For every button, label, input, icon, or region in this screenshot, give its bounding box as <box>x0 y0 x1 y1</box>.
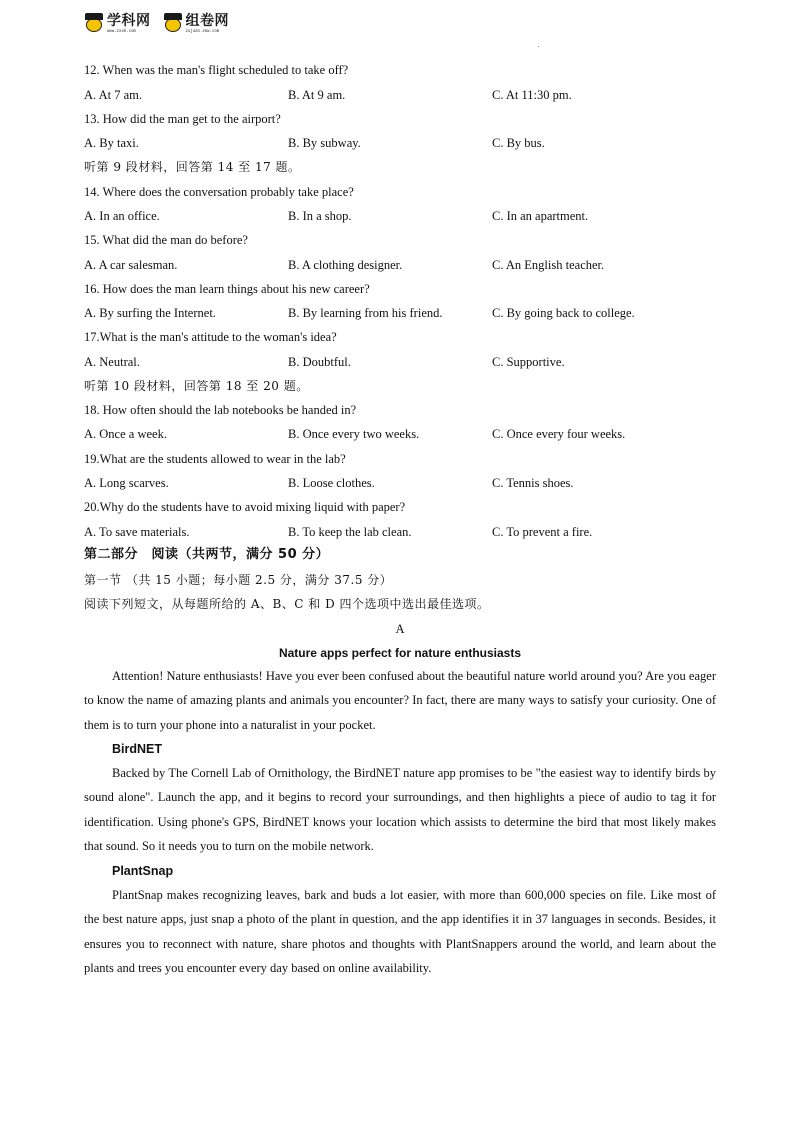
question-18: 18. How often should the lab notebooks be handed in? <box>84 403 357 417</box>
option-b: B. By subway. <box>288 136 361 150</box>
options-18 <box>84 426 724 442</box>
option-a: A. Long scarves. <box>84 476 169 490</box>
divider-dot <box>538 46 539 47</box>
page-header <box>84 10 241 36</box>
options-14 <box>84 208 724 224</box>
option-a: A. In an office. <box>84 209 160 223</box>
option-b: B. To keep the lab clean. <box>288 525 412 539</box>
option-a: A. At 7 am. <box>84 88 142 102</box>
option-c: C. Tennis shoes. <box>492 476 574 490</box>
option-c: C. By going back to college. <box>492 306 635 320</box>
option-c: C. To prevent a fire. <box>492 525 593 539</box>
option-c: C. Once every four weeks. <box>492 427 626 441</box>
options-20 <box>84 524 724 540</box>
option-c: C. In an apartment. <box>492 209 589 223</box>
plantsnap-heading: PlantSnap <box>112 864 174 878</box>
plantsnap-paragraph: PlantSnap makes recognizing leaves, bark and buds a lot easier, with more than 600,000 species on file. Like most of the best nature apps, just snap a photo of the plant in question, and the app identifies it in 37 languages in seconds. Besides, it ensures you to reconnect with nature, share photos and thoughts with PlantSnappers around the world, and learn about the plants and trees you encounter every day based on online availability. <box>84 888 716 975</box>
question-13: 13. How did the man get to the airport? <box>84 112 281 126</box>
options-13 <box>84 135 724 151</box>
section-title: 第一节 （共 15 小题；每小题 2.5 分，满分 37.5 分） <box>84 573 393 587</box>
mascot-icon <box>84 13 104 33</box>
question-20: 20.Why do the students have to avoid mixing liquid with paper? <box>84 500 406 514</box>
birdnet-heading: BirdNET <box>112 742 162 756</box>
option-b: B. By learning from his friend. <box>288 306 443 320</box>
option-b: B. Loose clothes. <box>288 476 375 490</box>
option-a: A. Once a week. <box>84 427 167 441</box>
option-b: B. At 9 am. <box>288 88 346 102</box>
question-19: 19.What are the students allowed to wear in the lab? <box>84 452 346 466</box>
reading-instruction: 阅读下列短文，从每题所给的 A、B、C 和 D 四个选项中选出最佳选项。 <box>84 597 490 611</box>
part-title: 第二部分 阅读（共两节，满分 50 分） <box>84 547 330 562</box>
logo-url: zujuan.xkw.com <box>185 27 220 33</box>
option-a: A. A car salesman. <box>84 258 178 272</box>
option-a: A. Neutral. <box>84 355 140 369</box>
option-b: B. In a shop. <box>288 209 352 223</box>
logo-name: 学科网 <box>107 12 151 29</box>
option-b: B. Once every two weeks. <box>288 427 420 441</box>
passage-title: Nature apps perfect for nature enthusiasts <box>278 646 522 660</box>
option-b: B. Doubtful. <box>288 355 351 369</box>
option-c: C. An English teacher. <box>492 258 605 272</box>
option-a: A. By taxi. <box>84 136 139 150</box>
question-14: 14. Where does the conversation probably take place? <box>84 185 354 199</box>
zxxk-logo[interactable] <box>84 13 151 33</box>
question-17: 17.What is the man's attitude to the woman's idea? <box>84 330 337 344</box>
options-12 <box>84 87 724 103</box>
instruction-section-10: 听第 10 段材料，回答第 18 至 20 题。 <box>84 379 309 393</box>
option-c: C. Supportive. <box>492 355 565 369</box>
zujuan-logo[interactable] <box>163 13 230 33</box>
question-12: 12. When was the man's flight scheduled to take off? <box>84 63 349 77</box>
options-16 <box>84 305 724 321</box>
option-b: B. A clothing designer. <box>288 258 403 272</box>
question-16: 16. How does the man learn things about his new career? <box>84 282 370 296</box>
options-19 <box>84 475 724 491</box>
question-15: 15. What did the man do before? <box>84 233 248 247</box>
instruction-section-9: 听第 9 段材料，回答第 14 至 17 题。 <box>84 160 301 174</box>
mascot-icon <box>163 13 183 33</box>
options-17 <box>84 354 724 370</box>
logo-url: www.zxxk.com <box>107 27 136 33</box>
birdnet-paragraph: Backed by The Cornell Lab of Ornithology, the BirdNET nature app promises to be "the easiest way to identify birds by sound alone". Launch the app, and it begins to record your surroundings, and then highlights a piece of audio to tag it for identification. Using phone's GPS, BirdNET knows your location which assists to determine the bird that most likely makes that sound. So it needs you to turn on the mobile network. <box>84 766 716 853</box>
option-c: C. By bus. <box>492 136 545 150</box>
option-a: A. To save materials. <box>84 525 190 539</box>
passage-letter: A <box>395 622 405 636</box>
option-c: C. At 11:30 pm. <box>492 88 572 102</box>
logo-name: 组卷网 <box>185 12 229 29</box>
intro-paragraph: Attention! Nature enthusiasts! Have you ever been confused about the beautiful nature world around you? Are you eager to know the name of amazing plants and animals you encounter? In fact, there are many ways to satisfy your curiosity. One of them is to turn your phone into a naturalist in your pocket. <box>84 669 716 732</box>
option-a: A. By surfing the Internet. <box>84 306 216 320</box>
options-15 <box>84 257 724 273</box>
